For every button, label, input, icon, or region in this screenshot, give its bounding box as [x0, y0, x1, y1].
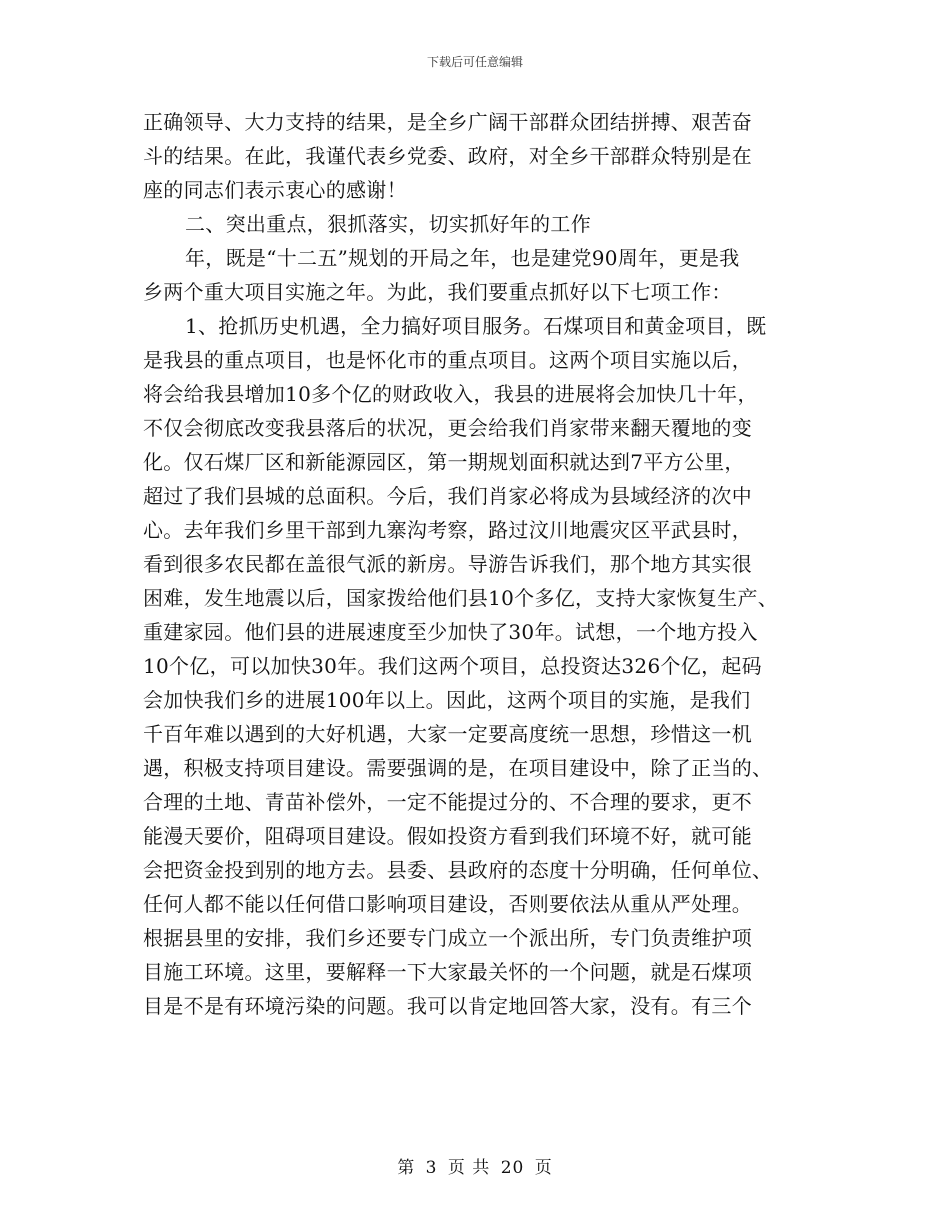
footer-page-number: 3 — [425, 1158, 438, 1178]
text-line: 化。仅石煤厂区和新能源园区，第一期规划面积就达到7平方公里， — [143, 450, 745, 474]
text-line: 超过了我们县城的总面积。今后，我们肖家必将成为县域经济的次中 — [143, 484, 752, 508]
footer-suffix: 页 — [534, 1158, 553, 1178]
text-line: 重建家园。他们县的进展速度至少加快了30年。试想，一个地方投入 — [143, 620, 758, 644]
text-line: 合理的土地、青苗补偿外，一定不能提过分的、不合理的要求，更不 — [143, 790, 752, 814]
text-line: 座的同志们表示衷心的感谢！ — [143, 178, 407, 202]
text-line: 1、抢抓历史机遇，全力搞好项目服务。石煤项目和黄金项目，既 — [185, 314, 767, 338]
text-line: 将会给我县增加10多个亿的财政收入，我县的进展将会加快几十年， — [143, 382, 758, 406]
text-line: 会加快我们乡的进展100年以上。因此，这两个项目的实施，是我们 — [143, 688, 751, 712]
text-line: 不仅会彻底改变我县落后的状况，更会给我们肖家带来翻天覆地的变 — [143, 416, 752, 440]
text-line: 看到很多农民都在盖很气派的新房。导游告诉我们，那个地方其实很 — [143, 552, 752, 576]
footer-total-pages: 20 — [500, 1158, 525, 1178]
text-line: 10个亿，可以加快30年。我们这两个项目，总投资达326个亿，起码 — [143, 654, 762, 678]
text-line: 正确领导、大力支持的结果，是全乡广阔干部群众团结拼搏、艰苦奋 — [143, 110, 752, 134]
text-line: 心。去年我们乡里干部到九寨沟考察，路过汶川地震灾区平武县时， — [143, 518, 752, 542]
text-line: 年，既是“十二五”规划的开局之年，也是建党90周年，更是我 — [185, 246, 740, 270]
page-header: 下载后可任意编辑 — [426, 55, 523, 69]
text-line: 是我县的重点项目，也是怀化市的重点项目。这两个项目实施以后， — [143, 348, 752, 372]
text-line: 二、突出重点，狠抓落实，切实抓好年的工作 — [185, 212, 591, 236]
text-line: 目是不是有环境污染的问题。我可以肯定地回答大家，没有。有三个 — [143, 994, 752, 1018]
text-line: 乡两个重大项目实施之年。为此，我们要重点抓好以下七项工作： — [143, 280, 732, 304]
footer-middle: 页 共 — [447, 1158, 491, 1178]
document-body — [143, 105, 823, 1023]
text-line: 根据县里的安排，我们乡还要专门成立一个派出所，专门负责维护项 — [143, 926, 752, 950]
text-line: 千百年难以遇到的大好机遇，大家一定要高度统一思想，珍惜这一机 — [143, 722, 752, 746]
text-line: 任何人都不能以任何借口影响项目建设，否则要依法从重从严处理。 — [143, 892, 752, 916]
page-footer — [0, 1153, 950, 1178]
text-line: 斗的结果。在此，我谨代表乡党委、政府，对全乡干部群众特别是在 — [143, 144, 752, 168]
text-line: 会把资金投到别的地方去。县委、县政府的态度十分明确，任何单位、 — [143, 858, 773, 882]
text-line: 目施工环境。这里，要解释一下大家最关怀的一个问题，就是石煤项 — [143, 960, 752, 984]
text-line: 困难，发生地震以后，国家拨给他们县10个多亿，支持大家恢复生产、 — [143, 586, 779, 610]
text-line: 遇，积极支持项目建设。需要强调的是，在项目建设中，除了正当的、 — [143, 756, 773, 780]
text-line: 能漫天要价，阻碍项目建设。假如投资方看到我们环境不好，就可能 — [143, 824, 752, 848]
footer-prefix: 第 — [397, 1158, 416, 1178]
